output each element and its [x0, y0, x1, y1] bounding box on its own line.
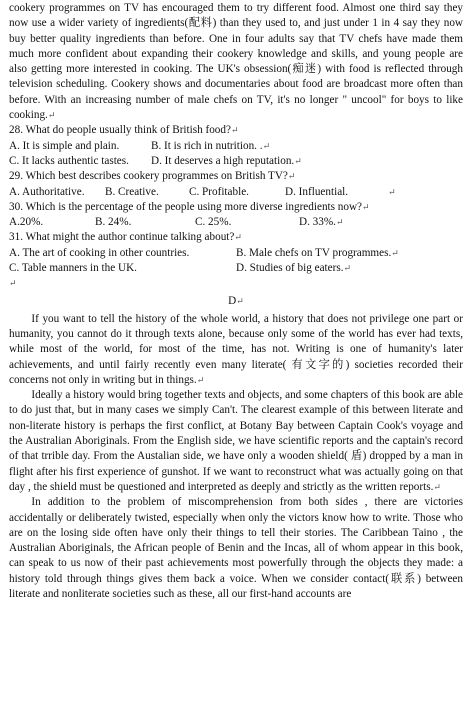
paragraph-mark: ↵ [47, 110, 56, 121]
question-stem: 28. What do people usually think of British food?↵ [9, 124, 239, 137]
options-row [9, 215, 463, 230]
question-29 [9, 169, 463, 200]
options-row [9, 246, 463, 261]
section-d-paragraph-3: In addition to the problem of miscomprehension from both sides , there are victories accidentally or deliberately twisted, especially when only the victors know how to write. Those who are on the losing side often have only their things to tell their stories. The Caribbean Taino , the Australian Aboriginals, the African people of Benin and the Incas, all of whom appear in this book, can speak to us now of their past achievements most powerfully through the objects they made: a history told through things gives them back a voice. When we consider contact(联系) between literate and nonliterate societies such as these, all our first-hand accounts are [9, 496, 463, 600]
passage-c-ending: cookery programmes on TV has encouraged them to try different food. Almost one third say they now use a wider variety of ingredients(配料) than they used to, and just under 1 in 4 say they now buy better quality ingredients than before. One in four adults say that TV chefs have made them much more confident about expanding their cookery knowledge and skills, and young people are also getting more interested in cooking. The UK's obsession(痴迷) with food is reflected through television scheduling. Cookery shows and documentaries about food are broadcast more often than before. With an increasing number of male chefs on TV, it's no longer " uncool" for boys to like cooking.↵ [9, 2, 463, 122]
option-d: D. Studies of big eaters.↵ [236, 262, 352, 275]
option-a: A. The art of cooking in other countries. [9, 246, 190, 259]
options-row [9, 185, 463, 200]
option-a: A.20%. [9, 216, 44, 229]
option-b: B. Creative. [105, 185, 159, 198]
option-c: C. It lacks authentic tastes. [9, 154, 129, 167]
option-c: C. Profitable. [189, 185, 249, 198]
question-30 [9, 200, 463, 231]
options-row [9, 261, 463, 276]
section-d-paragraph-1: If you want to tell the history of the whole world, a history that does not privilege one part or humanity, you cannot do it through texts alone, because only some of the world has ever had texts, while most of the world, for most of the time, has not. Writing is one of humanity's later achievements, and until fairly recently even many literate( 有文字的) societies recorded their concerns not only in writing but in things.↵ [9, 312, 463, 386]
question-28 [9, 123, 463, 169]
option-a: A. Authoritative. [9, 185, 85, 198]
options-row [9, 139, 463, 154]
option-b: B. Male chefs on TV programmes.↵ [236, 246, 399, 259]
option-c: C. Table manners in the UK. [9, 262, 137, 275]
options-row [9, 154, 463, 169]
question-stem: 29. Which best describes cookery programmes on British TV?↵ [9, 170, 296, 183]
question-stem: 30. Which is the percentage of the people using more diverse ingredients now?↵ [9, 200, 370, 213]
section-d-paragraph-2: Ideally a history would bring together texts and objects, and some chapters of this book are able to do just that, but in many cases we simply Can't. The clearest example of this between literate and non-literate history is perhaps the first conflict, at Botany Bay between Captain Cook's voyage and the Australian Aboriginals. From the English side, we have scientific reports and the captain's record of that trrible day. From the Austalian side, we have only a wooden shield( 盾) dropped by a man in flight after his first experience of gunshot. If we want to reconstruct what was actually going on that day , the shield must be questioned and interpreted as deeply and strictly as the written reports.↵ [9, 389, 463, 493]
option-d: D. Influential. ↵ [285, 185, 396, 198]
section-title: D↵ [228, 295, 244, 308]
option-d: D. It deserves a high reputation.↵ [151, 154, 302, 167]
option-b: B. It is rich in nutrition. .↵ [151, 139, 271, 152]
question-stem: 31. What might the author continue talking about?↵ [9, 231, 242, 244]
blank-line: ↵ [9, 278, 17, 289]
option-d: D. 33%.↵ [299, 216, 344, 229]
option-a: A. It is simple and plain. [9, 139, 120, 152]
option-b: B. 24%. [95, 216, 132, 229]
question-31 [9, 230, 463, 276]
option-c: C. 25%. [195, 216, 232, 229]
